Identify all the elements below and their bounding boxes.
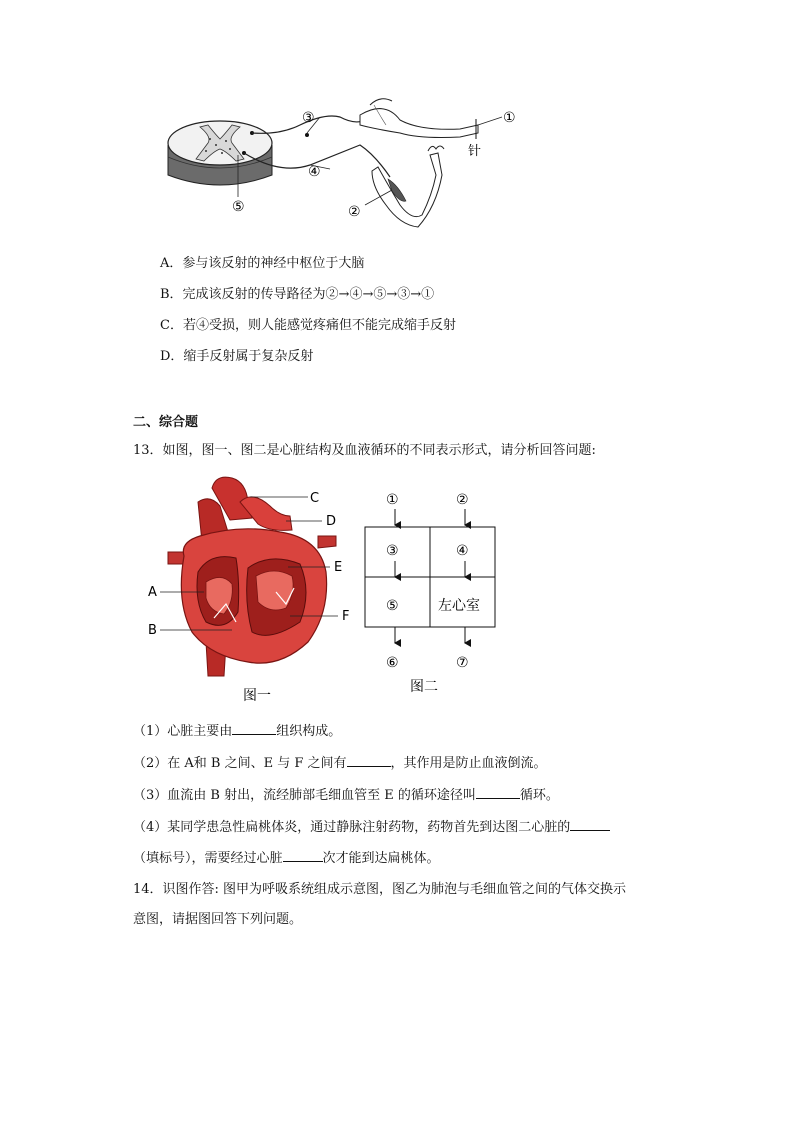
schematic-label-3: ③ bbox=[386, 543, 399, 559]
q13-sub4-line2: （填标号），需要经过心脏 次才能到达扁桃体。 bbox=[133, 851, 440, 866]
label-2: ② bbox=[348, 204, 361, 220]
schematic-label-5: ⑤ bbox=[386, 598, 399, 614]
heart-label-a: A bbox=[148, 585, 157, 600]
answer-blank[interactable] bbox=[476, 786, 520, 799]
heart-label-f: F bbox=[342, 609, 350, 624]
schematic-label-6: ⑥ bbox=[386, 655, 399, 671]
answer-blank[interactable] bbox=[347, 754, 391, 767]
q13-sub2: （2）在 A和 B 之间、E 与 F 之间有 ，其作用是防止血液倒流。 bbox=[133, 756, 547, 771]
q13-sub3: （3）血流由 B 射出，流经肺部毛细血管至 E 的循环途径叫 循环。 bbox=[133, 788, 559, 803]
label-needle: 针 bbox=[468, 144, 482, 159]
label-4: ④ bbox=[308, 164, 321, 180]
q13-sub1: （1）心脏主要由 组织构成。 bbox=[133, 724, 342, 739]
q14-line2: 意图，请据图回答下列问题。 bbox=[133, 912, 303, 927]
answer-blank[interactable] bbox=[232, 722, 276, 735]
heart-figure bbox=[140, 472, 360, 712]
heart-label-b: B bbox=[148, 623, 157, 638]
label-3: ③ bbox=[302, 110, 315, 126]
section-title: 二、综合题 bbox=[133, 415, 199, 430]
schematic-label-2: ② bbox=[456, 492, 469, 508]
schematic-left-ventricle: 左心室 bbox=[438, 598, 480, 614]
option-a: A．参与该反射的神经中枢位于大脑 bbox=[160, 256, 365, 271]
schematic-label-1: ① bbox=[386, 492, 399, 508]
q14-line1: 14．识图作答: 图甲为呼吸系统组成示意图，图乙为肺泡与毛细血管之间的气体交换示 bbox=[133, 882, 627, 897]
label-1: ① bbox=[503, 110, 516, 126]
reflex-arc-figure bbox=[160, 95, 530, 235]
spinal-cord-section bbox=[168, 121, 272, 185]
label-5: ⑤ bbox=[232, 199, 245, 215]
schematic-label-7: ⑦ bbox=[456, 655, 469, 671]
arm bbox=[372, 153, 442, 227]
q13-stem: 13．如图，图一、图二是心脏结构及血液循环的不同表示形式，请分析回答问题: bbox=[133, 443, 596, 458]
heart-schematic-figure bbox=[360, 485, 510, 700]
heart-label-d: D bbox=[326, 514, 337, 529]
hand-with-finger bbox=[360, 109, 478, 138]
option-c: C．若④受损，则人能感觉疼痛但不能完成缩手反射 bbox=[160, 318, 456, 333]
figure-2-caption: 图二 bbox=[410, 679, 438, 695]
q13-sub4-line1: （4）某同学患急性扁桃体炎，通过静脉注射药物，药物首先到达图二心脏的 bbox=[133, 818, 610, 836]
answer-blank[interactable] bbox=[283, 849, 323, 862]
figure-1-caption: 图一 bbox=[243, 688, 271, 704]
heart-label-c: C bbox=[310, 491, 320, 506]
answer-blank[interactable] bbox=[570, 818, 610, 831]
option-d: D．缩手反射属于复杂反射 bbox=[160, 349, 314, 364]
schematic-label-4: ④ bbox=[456, 543, 469, 559]
option-b: B．完成该反射的传导路径为②→④→⑤→③→① bbox=[160, 287, 435, 302]
heart-label-e: E bbox=[334, 560, 343, 575]
